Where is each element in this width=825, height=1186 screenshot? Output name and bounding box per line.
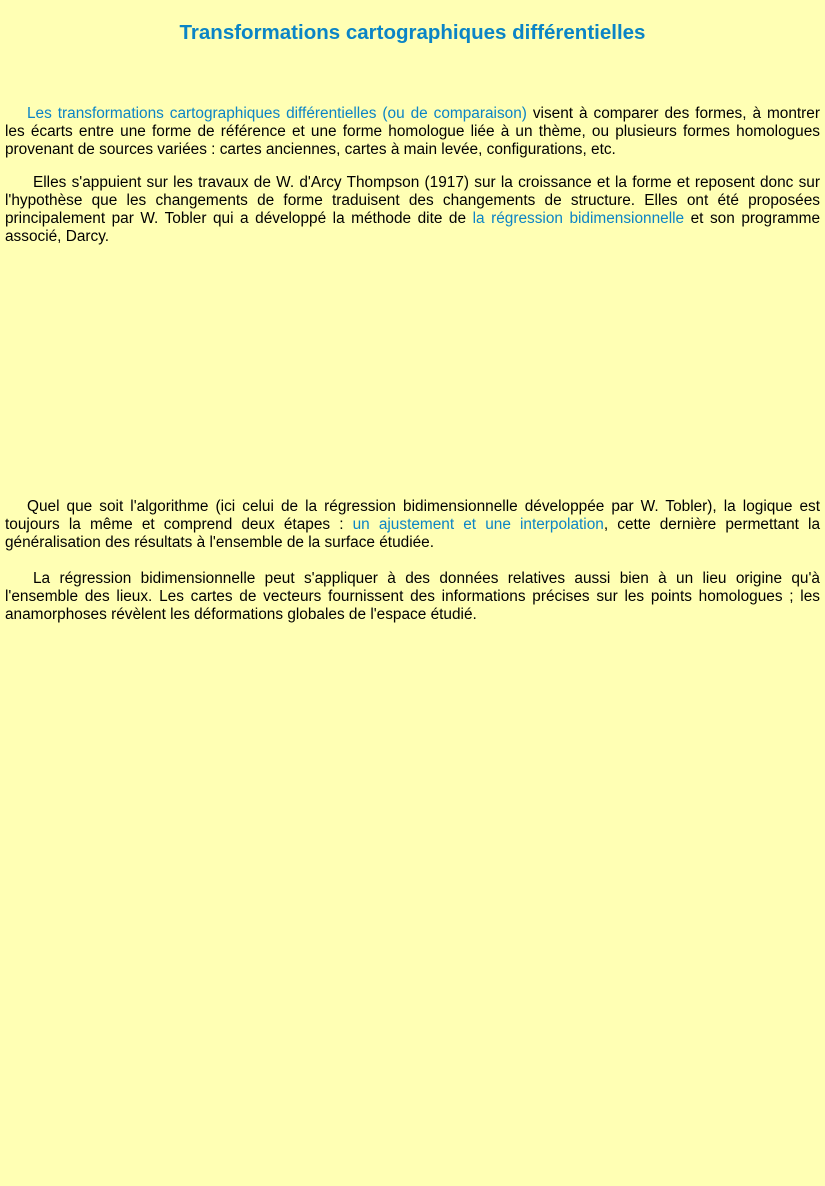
- paragraph-algorithme: [5, 498, 820, 552]
- paragraph-algorithme-text-before: Quel que soit l'algorithme (ici celui de la régression bidimensionnelle développée par W. Tobler), la logique est toujours la même et comprend deux étapes :: [5, 498, 820, 533]
- paragraph-thompson: [5, 174, 820, 246]
- paragraph-intro: [5, 105, 820, 159]
- paragraph-thompson-text-before: Elles s'appuient sur les travaux de W. d'Arcy Thompson (1917) sur la croissance et la forme et reposent donc sur l'hypothèse que les changements de forme traduisent des changements de structure. Elles ont été proposées principalement par W. Tobler qui a développé la méthode dite de: [5, 174, 820, 227]
- paragraph-regression: La régression bidimensionnelle peut s'appliquer à des données relatives aussi bien à un lieu origine qu'à l'ensemble des lieux. Les cartes de vecteurs fournissent des informations précises sur les points homologues ; les anamorphoses révèlent les déformations globales de l'espace étudié.: [5, 570, 820, 623]
- paragraph-intro-text: visent à comparer des formes, à montrer les écarts entre une forme de référence et une forme homologue liée à un thème, ou plusieurs formes homologues provenant de sources variées : cartes anciennes, cartes à main levée, configurations, etc.: [5, 105, 820, 158]
- link-transformations-differentielles[interactable]: Les transformations cartographiques différentielles (ou de comparaison): [27, 105, 527, 122]
- paragraph-algorithme-text-after: , cette dernière permettant la généralisation des résultats à l'ensemble de la surface étudiée.: [5, 516, 821, 551]
- page-title: Transformations cartographiques différentielles: [179, 21, 646, 44]
- link-ajustement-interpolation[interactable]: un ajustement et une interpolation: [352, 516, 604, 533]
- link-regression-bidimensionnelle[interactable]: la régression bidimensionnelle: [472, 210, 685, 227]
- paragraph-thompson-text-after: et son programme associé, Darcy.: [5, 210, 821, 245]
